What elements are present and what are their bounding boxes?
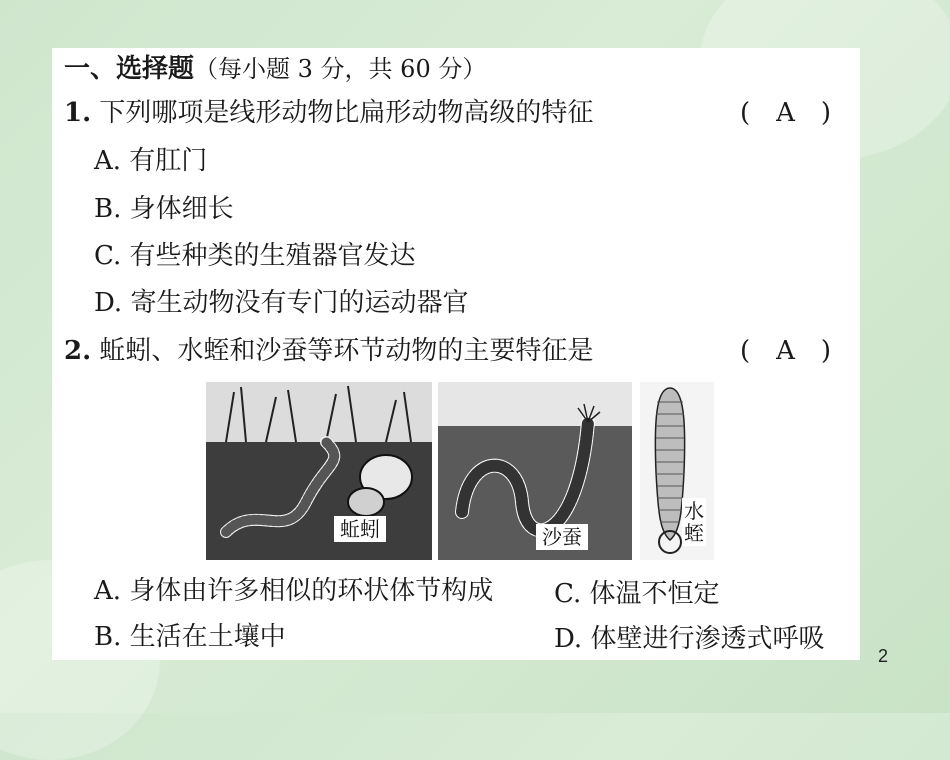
leech-illustration xyxy=(640,382,714,560)
section-title xyxy=(64,56,486,82)
question-1-option-b: B. 身体细长 xyxy=(94,194,234,224)
question-2-option-a: A. 身体由许多相似的环状体节构成 xyxy=(94,576,494,606)
sandworm-drawing xyxy=(438,382,632,560)
figure-label-sandworm: 沙蚕 xyxy=(536,524,588,550)
question-1-answer: ( A ) xyxy=(740,98,832,128)
question-2-option-b: B. 生活在土壤中 xyxy=(94,622,286,652)
earthworm-drawing xyxy=(206,382,432,560)
question-text: 蚯蚓、水蛭和沙蚕等环节动物的主要特征是 xyxy=(99,336,594,366)
section-title-text: 一、选择题 xyxy=(64,54,195,84)
figure-label-earthworm: 蚯蚓 xyxy=(334,516,386,542)
sandworm-illustration xyxy=(438,382,632,560)
question-2-stem: 2. 蚯蚓、水蛭和沙蚕等环节动物的主要特征是 xyxy=(64,336,594,366)
section-subtitle: （每小题 3 分，共 60 分） xyxy=(194,55,487,83)
question-2-option-c: C. 体温不恒定 xyxy=(554,579,720,609)
question-text: 下列哪项是线形动物比扁形动物高级的特征 xyxy=(99,98,594,128)
question-1-option-d: D. 寄生动物没有专门的运动器官 xyxy=(94,288,469,318)
question-2-option-d: D. 体壁进行渗透式呼吸 xyxy=(554,624,825,654)
question-card xyxy=(52,48,860,660)
question-2-answer: ( A ) xyxy=(740,336,832,366)
question-1-stem: 1. 下列哪项是线形动物比扁形动物高级的特征 xyxy=(64,98,594,128)
figure-label-leech: 水 蛭 xyxy=(684,499,704,545)
question-1-option-c: C. 有些种类的生殖器官发达 xyxy=(94,241,416,271)
question-1-option-a: A. 有肛门 xyxy=(94,146,208,176)
question-number: 1 xyxy=(64,98,83,128)
page-number: 2 xyxy=(877,646,888,666)
earthworm-illustration xyxy=(206,382,432,560)
question-number: 2 xyxy=(64,336,83,366)
